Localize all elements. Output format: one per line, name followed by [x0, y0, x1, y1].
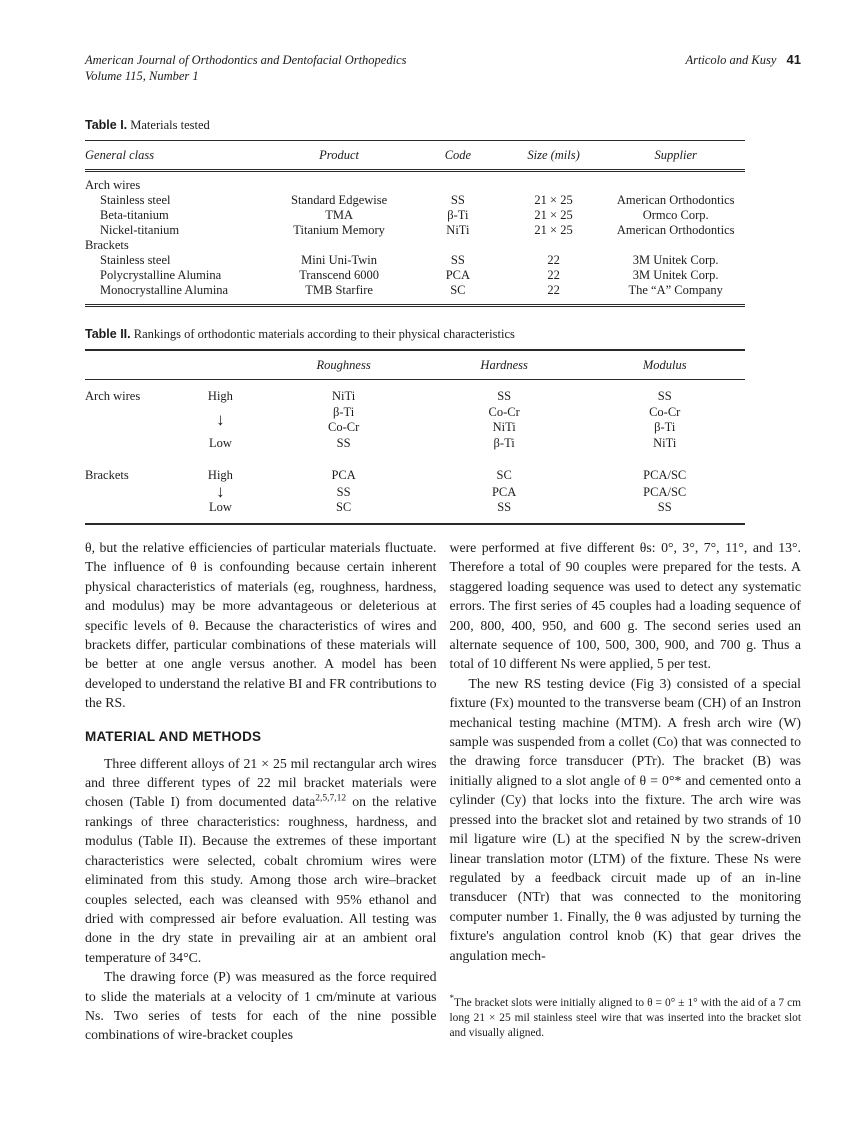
- journal-identification: [85, 52, 407, 84]
- cell-hardness: PCA: [491, 485, 517, 499]
- table-row: [85, 223, 745, 238]
- journal-title: American Journal of Orthodontics and Dentofacial Orthopedics: [85, 53, 407, 67]
- table-2-caption-text: Rankings of orthodontic materials according to their physical characteristics: [133, 327, 515, 341]
- cell-modulus: NiTi: [653, 435, 677, 450]
- cell-supplier: 3M Unitek Corp.: [632, 253, 719, 267]
- citation-superscript: 2,5,7,12: [315, 793, 347, 804]
- table-1-header-row: [85, 141, 745, 171]
- right-column: [450, 538, 802, 1045]
- cell-roughness: PCA: [331, 468, 356, 482]
- cell-class: Stainless steel: [100, 253, 171, 267]
- cell-code: β-Ti: [447, 208, 469, 222]
- table-1-block: [85, 118, 745, 307]
- table-1-caption-text: Materials tested: [130, 118, 210, 132]
- scale-low: Low: [208, 500, 232, 514]
- paragraph: were performed at five different θs: 0°, 3°, 7°, 11°, and 13°. Therefore a total of 90 couples were prepared for the tests. A staggered loading sequence was used to detect any systematic errors. The first series of 45 couples had a loading sequence of 200, 800, 400, 950, and 600 g. The second series used an alternate sequence of 100, 500, 300, 900, and 700 g. Thus a total of 10 different Ns were applied, 5 per test.: [449, 540, 801, 672]
- cell-roughness: NiTi: [332, 389, 356, 403]
- cell-roughness: SS: [336, 485, 351, 499]
- cell-supplier: 3M Unitek Corp.: [632, 268, 719, 282]
- article-authors: Articolo and Kusy: [685, 53, 777, 67]
- scale-high: High: [207, 468, 233, 482]
- table-row: [85, 253, 745, 268]
- group-row-arch-wires: [85, 171, 745, 194]
- table-materials-tested: [85, 140, 745, 307]
- table-row: [85, 404, 745, 420]
- paragraph: The drawing force (P) was measured as the force required to slide the materials at a velocity of 1 cm/minute at various Ns. Two series of tests for each of the nine possible combinations of wire-bracket couples: [85, 969, 437, 1043]
- cell-class: Stainless steel: [100, 193, 171, 207]
- cell-size: 21 × 25: [534, 193, 573, 207]
- scale-high: High: [207, 389, 233, 403]
- cell-size: 21 × 25: [534, 208, 573, 222]
- cell-code: SS: [450, 253, 465, 267]
- cell-supplier: Ormco Corp.: [642, 208, 709, 222]
- spacer-row: [85, 451, 745, 468]
- table-row: [85, 268, 745, 283]
- table-row: [85, 435, 745, 451]
- cell-code: SS: [450, 193, 465, 207]
- cell-modulus: β-Ti: [654, 420, 676, 434]
- cell-hardness: SS: [497, 389, 512, 403]
- cell-roughness: Co-Cr: [328, 420, 360, 434]
- running-head: [85, 52, 801, 84]
- col-empty: [177, 350, 263, 380]
- group-label: Brackets: [85, 238, 129, 252]
- paragraph-text: Three different alloys of 21 × 25 mil rectangular arch wires and three different types of 22 mil bracket materials were chosen (Table I) from documented data: [85, 755, 437, 810]
- table-row: [85, 468, 745, 484]
- left-column: [85, 538, 437, 1045]
- cell-roughness: SS: [336, 435, 351, 450]
- table-row: [85, 483, 745, 500]
- group-label: Arch wires: [85, 178, 141, 192]
- section-label: Brackets: [85, 468, 129, 482]
- table-row: [85, 193, 745, 208]
- table-2-label: Table II.: [85, 327, 131, 341]
- cell-product: TMB Starfire: [305, 283, 373, 297]
- table-1-label: Table I.: [85, 118, 128, 132]
- cell-code: PCA: [445, 268, 471, 282]
- col-modulus: Modulus: [584, 350, 745, 380]
- cell-product: Standard Edgewise: [291, 193, 388, 207]
- article-identification: [685, 52, 801, 68]
- table-2-header-row: [85, 350, 745, 380]
- cell-size: 22: [547, 283, 560, 297]
- table-row: [85, 500, 745, 524]
- cell-modulus: SS: [657, 389, 672, 403]
- cell-class: Monocrystalline Alumina: [100, 283, 229, 297]
- col-empty: [85, 350, 177, 380]
- cell-modulus: SS: [657, 500, 672, 514]
- col-roughness: Roughness: [263, 350, 424, 380]
- scale-low: Low: [208, 435, 232, 450]
- cell-modulus: Co-Cr: [649, 404, 681, 419]
- cell-hardness: NiTi: [492, 420, 516, 434]
- table-2-caption: [85, 327, 745, 342]
- cell-hardness: β-Ti: [493, 435, 515, 450]
- cell-class: Polycrystalline Alumina: [100, 268, 222, 282]
- cell-code: SC: [450, 283, 466, 297]
- cell-hardness: SC: [496, 468, 512, 482]
- col-size: Size (mils): [501, 141, 607, 171]
- down-arrow-icon: ↓: [216, 410, 225, 429]
- footnote-marker: *: [449, 993, 454, 1004]
- cell-product: Titanium Memory: [293, 223, 385, 237]
- cell-product: Transcend 6000: [299, 268, 379, 282]
- cell-supplier: American Orthodontics: [616, 223, 735, 237]
- col-code: Code: [415, 141, 501, 171]
- table-2-block: [85, 327, 745, 525]
- cell-hardness: SS: [497, 500, 512, 514]
- cell-class: Beta-titanium: [100, 208, 169, 222]
- cell-modulus: PCA/SC: [643, 468, 687, 482]
- section-heading-material-and-methods: MATERIAL AND METHODS: [85, 728, 262, 744]
- cell-code: NiTi: [446, 223, 470, 237]
- table-1-caption: [85, 118, 745, 133]
- cell-size: 22: [547, 253, 560, 267]
- down-arrow-icon: ↓: [216, 482, 225, 501]
- cell-roughness: SC: [335, 500, 352, 514]
- cell-product: TMA: [325, 208, 353, 222]
- cell-modulus: PCA/SC: [643, 485, 687, 499]
- paragraph: The new RS testing device (Fig 3) consisted of a special fixture (Fx) mounted to the transverse beam (CH) of an Instron mechanical testing machine (MTM). A fresh arch wire (W) sample was suspended from a collet (Co) that was connected to the drawing force transducer (PTr). The bracket (B) was initially aligned to a slot angle of θ = 0°* and cemented onto a cylinder (Cy) that locks into the fixture. The arch wire was pressed into the bracket slot and retained by two strands of 10 mil ligature wire (L) at the specified N by the screw-driven linear translation motor (LTM) of the fixture. These Ns were regulated by a feedback circuit made up of an in-line transducer (NTr) that was connected to the monitoring computer number 1. Finally, the θ was adjusted by turning the fixture's angulation control knob (K) that gear drives the angulation mech-: [449, 675, 801, 963]
- cell-size: 22: [547, 268, 560, 282]
- cell-hardness: Co-Cr: [488, 404, 520, 419]
- table-row: [85, 208, 745, 223]
- group-row-brackets: [85, 238, 745, 253]
- cell-supplier: American Orthodontics: [616, 193, 735, 207]
- cell-product: Mini Uni-Twin: [301, 253, 378, 267]
- paragraph-text: on the relative rankings of three characteristics: roughness, hardness, and modulus (Table II). Because the extremes of these important characteristics were selected, cobalt chromium wires were eliminated from this study. Among those arch wire–bracket couples selected, each was cleansed with 95% ethanol and dried with compressed air before evaluation. All testing was done in the dry state in prevailing air at an ambient oral temperature of 34°C.: [85, 794, 437, 965]
- table-row: [85, 283, 745, 306]
- cell-roughness: β-Ti: [333, 404, 355, 419]
- page-number: 41: [786, 52, 801, 67]
- journal-volume: Volume 115, Number 1: [85, 69, 199, 83]
- cell-size: 21 × 25: [534, 223, 573, 237]
- col-product: Product: [263, 141, 415, 171]
- col-supplier: Supplier: [606, 141, 745, 171]
- table-material-rankings: [85, 349, 745, 525]
- footnote: [449, 993, 802, 1041]
- paragraph: [85, 754, 437, 967]
- cell-supplier: The “A” Company: [628, 283, 723, 297]
- cell-class: Nickel-titanium: [100, 223, 180, 237]
- section-label: Arch wires: [85, 389, 141, 403]
- footnote-text: The bracket slots were initially aligned to θ = 0° ± 1° with the aid of a 7 cm long 21 × 25 mil stainless steel wire that was inserted into the bracket slot and visually aligned.: [449, 996, 801, 1039]
- article-body: [85, 538, 801, 1045]
- table-row: [85, 380, 745, 405]
- paragraph: θ, but the relative efficiencies of particular materials fluctuate. The influence of θ is confounding because certain inherent physical characteristics of materials (eg, roughness, hardness, and modulus) may be more advantageous or deleterious at specific levels of θ. Because the characteristics of wires and brackets differ, particular combinations of these materials will be better at one angle versus another. A model has been developed to understand the relative BI and FR contributions to the RS.: [85, 540, 437, 711]
- col-general-class: General class: [85, 141, 263, 171]
- col-hardness: Hardness: [424, 350, 585, 380]
